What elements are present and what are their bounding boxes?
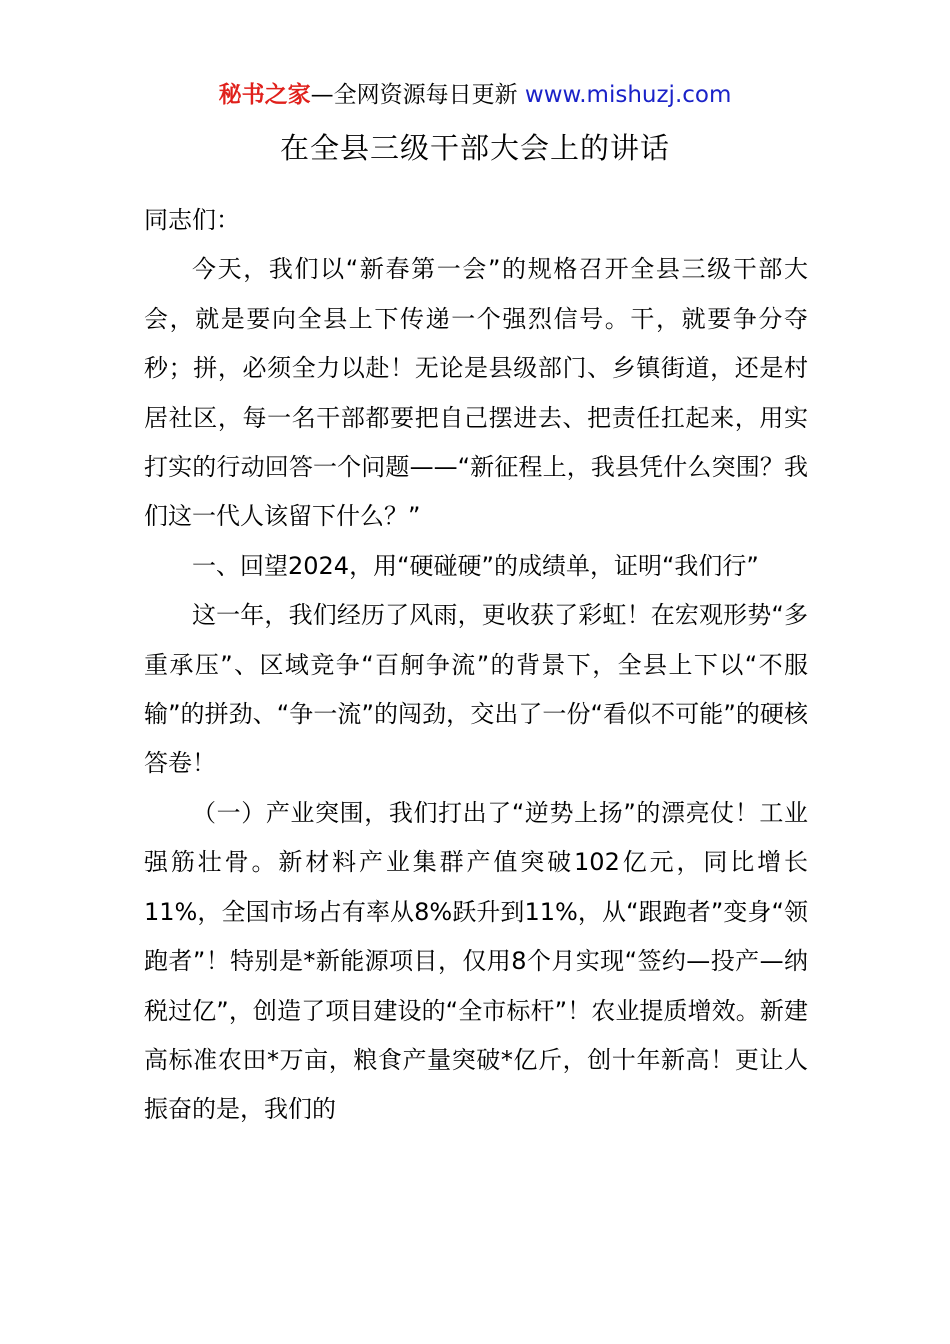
paragraph-opening: 今天，我们以“新春第一会”的规格召开全县三级干部大会，就是要向全县上下传递一个强烈信号。干，就要争分夺秒；拼，必须全力以赴！无论是县级部门、乡镇街道，还是村居社区，每一名干部都要把自己摆进去、把责任扛起来，用实打实的行动回答一个问题——“新征程上，我县凭什么突围？我们这一代人该留下什么？” [144,255,808,531]
site-url-link[interactable]: www.mishuzj.com [524,82,732,108]
salutation: 同志们： [144,206,240,234]
site-name: 秘书之家 [218,82,311,108]
site-header [0,78,950,112]
site-tagline: —全网资源每日更新 [310,82,518,108]
document-body [144,196,808,1135]
paragraph-industry: （一）产业突围，我们打出了“逆势上扬”的漂亮仗！工业强筋壮骨。新材料产业集群产值突破102亿元，同比增长11%，全国市场占有率从8%跃升到11%，从“跟跑者”变身“领跑者”！特别是*新能源项目，仅用8个月实现“签约—投产—纳税过亿”，创造了项目建设的“全市标杆”！农业提质增效。新建高标准农田*万亩，粮食产量突破*亿斤，创十年新高！更让人振奋的是，我们的 [144,798,808,1124]
section-heading-1: 一、回望2024，用“硬碰硬”的成绩单，证明“我们行” [192,551,759,580]
paragraph-review: 这一年，我们经历了风雨，更收获了彩虹！在宏观形势“多重承压”、区域竞争“百舸争流”的背景下，全县上下以“不服输”的拼劲、“争一流”的闯劲，交出了一份“看似不可能”的硬核答卷！ [144,601,808,778]
document-title: 在全县三级干部大会上的讲话 [279,131,670,165]
